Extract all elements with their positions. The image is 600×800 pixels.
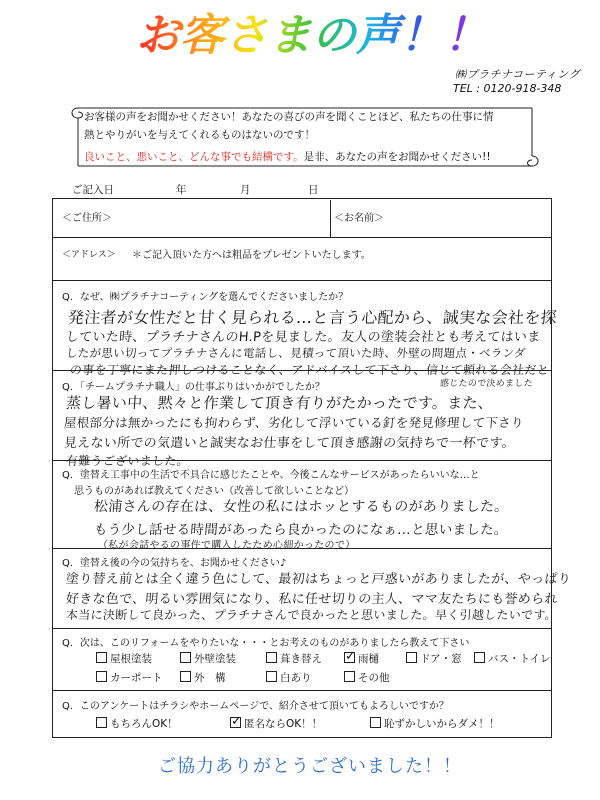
option-label: カーポート bbox=[110, 672, 163, 684]
consent-option-ok[interactable] bbox=[96, 716, 178, 731]
consent-option-anonymous[interactable] bbox=[230, 716, 322, 731]
answer-2-line-3: 見えない所での気遣いと誠実なお仕事をして頂き感謝の気持ちで一杯です。 bbox=[63, 436, 516, 451]
divider bbox=[52, 628, 552, 629]
answer-4-line-1: 塗り替え前とは全く違う色にして、最初はちょっと戸惑いがありましたが、やっぱり bbox=[65, 572, 572, 587]
option-label: 恥ずかしいからダメ！！ bbox=[384, 718, 500, 730]
answer-4-line-3: 本当に決断して良かった、プラチナさんで良かったと思いました。早く引越したいです。 bbox=[65, 608, 558, 622]
reform-question: Q．次は、このリフォームをやりたいな・・・とお考えのものがありましたら教えて下さい bbox=[62, 638, 470, 649]
reform-option-roof-paint[interactable] bbox=[96, 651, 152, 666]
check-mark-icon: ✓ bbox=[231, 714, 242, 729]
date-label: ご記入日 bbox=[72, 184, 114, 196]
name-divider bbox=[330, 200, 331, 237]
option-label: バス・トイレ bbox=[488, 653, 551, 665]
reform-option-gutter[interactable] bbox=[344, 651, 379, 666]
answer-1-line-3: したが思い切ってプラチナさんに電話し、見積って頂いた時、外壁の問題点・ベランダ bbox=[65, 346, 527, 360]
option-label: 白あり bbox=[280, 672, 312, 684]
question-3-line-2: 思うものがあれば教えてください（改善して欲しいことなど） bbox=[74, 486, 354, 497]
answer-1-line-2: していた時、プラチナさんのH.Pを見ました。友人の塗装会社とも考えてはいま bbox=[65, 330, 542, 345]
answer-1-line-1: 発注者が女性だと甘く見られる…と言う心配から、誠実な会社を探 bbox=[67, 308, 558, 327]
intro-line-1: お客様の声をお聞かせください！あなたの喜びの声を聞くことほど、私たちの仕事に情 bbox=[84, 111, 494, 123]
month-label: 月 bbox=[240, 184, 251, 196]
option-label: 外 構 bbox=[194, 672, 226, 684]
checkbox[interactable] bbox=[370, 717, 381, 728]
option-label: 匿名ならOK！！ bbox=[244, 718, 323, 730]
divider bbox=[52, 690, 552, 691]
option-label: 葺き替え bbox=[280, 653, 322, 665]
checkbox[interactable] bbox=[266, 671, 277, 682]
intro-line-2: 熱とやりがいを与えてくれるものはないのです！ bbox=[84, 129, 315, 141]
email-label: ＜アドレス＞ bbox=[62, 250, 116, 260]
intro-request: 是非、あなたの声をお聞かせください!! bbox=[303, 151, 491, 163]
consent-question: Q．このアンケートはチラシやホームページで、紹介させて頂いてもよろしいですか？ bbox=[62, 701, 449, 712]
reform-option-reroof[interactable] bbox=[266, 651, 322, 666]
reform-option-termite[interactable] bbox=[266, 670, 312, 685]
divider bbox=[52, 280, 552, 281]
option-label: その他 bbox=[358, 672, 390, 684]
reform-option-exterior[interactable] bbox=[180, 670, 226, 685]
checkbox[interactable] bbox=[96, 652, 107, 663]
reform-option-other[interactable] bbox=[344, 670, 390, 685]
divider bbox=[52, 237, 552, 238]
reform-option-carport[interactable] bbox=[96, 670, 163, 685]
answer-1-line-4: の事を丁寧にまた押しつけることなく、アドバイスして下さり、信じて頼れる会社だと bbox=[69, 363, 550, 377]
checkbox[interactable] bbox=[266, 652, 277, 663]
checkbox[interactable] bbox=[96, 717, 107, 728]
check-mark-icon: ✓ bbox=[345, 649, 356, 664]
answer-4-line-2: 好きな色で、明るい雰囲気になり、私に任せ切りの主人、ママ友たちにも誉められ bbox=[65, 592, 559, 607]
answer-2-line-4: 有難うございました。 bbox=[65, 454, 190, 468]
title-text: お客さまの声！！ bbox=[136, 10, 488, 61]
answer-1-note: 感じたので決めました bbox=[439, 379, 534, 389]
option-label: 屋根塗装 bbox=[110, 653, 152, 665]
checkbox[interactable] bbox=[96, 671, 107, 682]
divider bbox=[52, 460, 552, 461]
year-label: 年 bbox=[176, 184, 187, 196]
name-label: ＜お名前＞ bbox=[334, 213, 384, 224]
reform-option-wall-paint[interactable] bbox=[180, 651, 236, 666]
address-label: ＜ご住所＞ bbox=[62, 213, 112, 224]
answer-3-note: （私が会話やるの事件で購入したため心細かったので） bbox=[97, 540, 356, 551]
divider bbox=[52, 548, 552, 549]
answer-3-line-1: 松浦さんの存在は、女性の私にはホッとするものがありました。 bbox=[93, 499, 510, 515]
question-3-line-1: Q．塗替え工事中の生活で不具合に感じたことや、今後こんなサービスがあったらいいな…と bbox=[62, 470, 480, 481]
reform-option-bath-toilet[interactable] bbox=[474, 651, 550, 666]
day-label: 日 bbox=[308, 184, 319, 196]
answer-3-line-2: もう少し話せる時間があったら良かったのになぁ…と思いました。 bbox=[93, 522, 509, 538]
answer-2-line-1: 蒸し暑い中、黙々と作業して頂き有りがたかったです。また、 bbox=[65, 394, 494, 412]
option-label: ドア・窓 bbox=[420, 653, 462, 665]
divider bbox=[52, 370, 552, 371]
email-note: ＊ご記入頂いた方へは粗品をプレゼントいたします。 bbox=[132, 250, 371, 261]
telephone: TEL : 0120-918-348 bbox=[453, 82, 562, 95]
question-4: Q．塗替え後の今の気持ちを、お聞かせください♪ bbox=[62, 558, 287, 569]
checkbox[interactable] bbox=[474, 652, 485, 663]
checkbox[interactable] bbox=[406, 652, 417, 663]
checkbox[interactable] bbox=[344, 649, 356, 664]
checkbox[interactable] bbox=[180, 671, 191, 682]
checkbox[interactable] bbox=[180, 652, 191, 663]
intro-line-3 bbox=[84, 149, 491, 164]
reform-option-door-window[interactable] bbox=[406, 651, 462, 666]
option-label: 外壁塗装 bbox=[194, 653, 236, 665]
option-label: 雨樋 bbox=[358, 653, 379, 665]
page-title bbox=[128, 4, 488, 64]
consent-option-no[interactable] bbox=[370, 716, 500, 731]
question-1: Q．なぜ、㈱プラチナコーティングを選んでくださいましたか？ bbox=[62, 292, 349, 303]
question-2: Q．「チームプラチナ職人」の仕事ぶりはいかがでしたか？ bbox=[62, 382, 325, 393]
checkbox[interactable] bbox=[230, 714, 242, 729]
checkbox[interactable] bbox=[344, 671, 355, 682]
option-label: もちろんOK！ bbox=[110, 718, 178, 730]
answer-2-line-2: 屋根部分は無かったにも拘わらず、劣化して浮いている釘を発見修理して下さり bbox=[63, 415, 525, 430]
intro-highlight: 良いこと、悪いこと、どんな事でも結構です。 bbox=[84, 151, 304, 163]
thanks-message: ご協力ありがとうございました！！ bbox=[158, 756, 462, 777]
company-name: ㈱プラチナコーティング bbox=[455, 68, 580, 81]
